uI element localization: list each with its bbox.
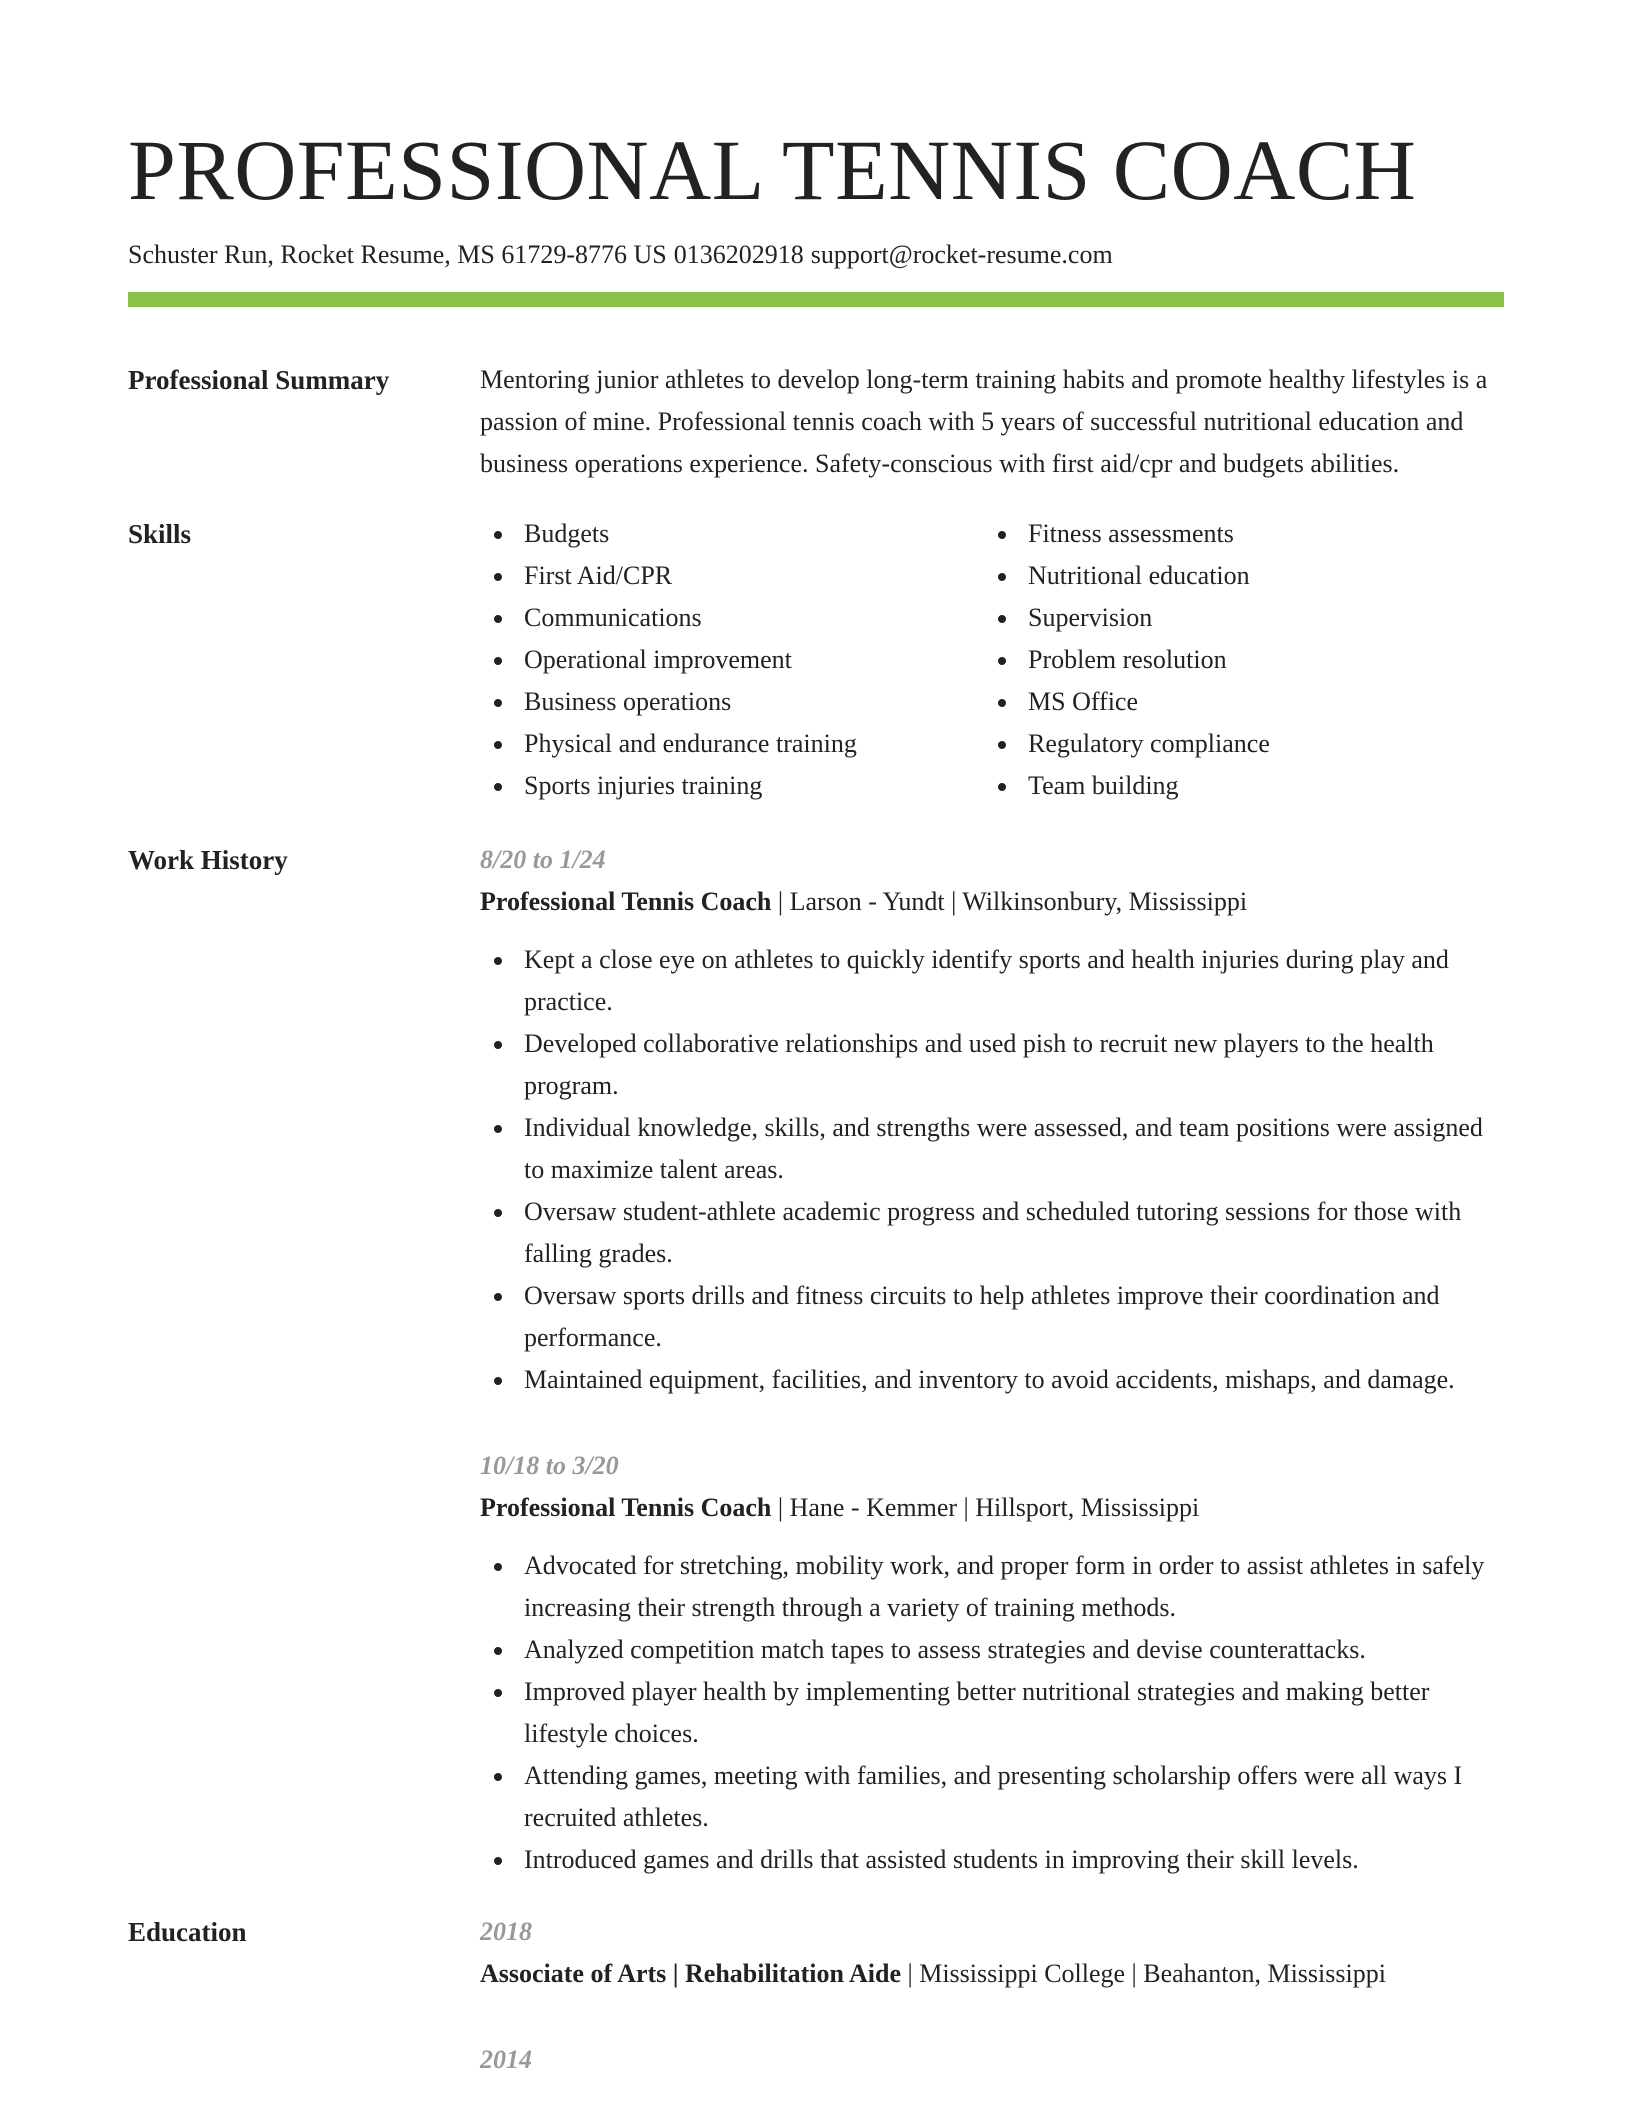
duty-item: Oversaw sports drills and fitness circuits to help athletes improve their coordination and performance. (480, 1275, 1504, 1359)
skill-item: First Aid/CPR (480, 555, 984, 597)
skills-section (128, 513, 1504, 807)
job-employer: | Larson - Yundt | Wilkinsonbury, Mississippi (771, 887, 1248, 916)
page-title: PROFESSIONAL TENNIS COACH (128, 122, 1417, 218)
skill-item: MS Office (984, 681, 1270, 723)
job-duties (480, 939, 1504, 1401)
duty-item: Improved player health by implementing better nutritional strategies and making better lifestyle choices. (480, 1671, 1504, 1755)
work-history-body (480, 839, 1504, 1881)
summary-heading: Professional Summary (128, 365, 390, 395)
job-duties (480, 1545, 1504, 1881)
header-divider (128, 292, 1504, 307)
education-entry (480, 1911, 1504, 1995)
work-history-heading: Work History (128, 845, 288, 875)
education-entry (480, 2039, 1504, 2081)
duty-item: Introduced games and drills that assisted students in improving their skill levels. (480, 1839, 1504, 1881)
job-dates: 10/18 to 3/20 (480, 1451, 619, 1480)
skills-column-1 (480, 513, 984, 807)
skill-item: Team building (984, 765, 1270, 807)
summary-text: Mentoring junior athletes to develop long-term training habits and promote healthy lifestyles is a passion of mine. Professional tennis coach with 5 years of successful nutritional education and business operations experience. Safety-conscious with first aid/cpr and budgets abilities. (480, 365, 1488, 478)
skill-item: Fitness assessments (984, 513, 1270, 555)
skill-item: Operational improvement (480, 639, 984, 681)
skill-item: Problem resolution (984, 639, 1270, 681)
summary-section (128, 359, 1504, 485)
job-employer: | Hane - Kemmer | Hillsport, Mississippi (771, 1493, 1200, 1522)
skill-item: Budgets (480, 513, 984, 555)
job-entry (480, 839, 1504, 1401)
skill-item: Nutritional education (984, 555, 1270, 597)
skills-columns (480, 513, 1504, 807)
education-year: 2014 (480, 2045, 532, 2074)
education-year: 2018 (480, 1917, 532, 1946)
job-dates: 8/20 to 1/24 (480, 845, 606, 874)
job-title: Professional Tennis Coach (480, 1493, 772, 1522)
duty-item: Attending games, meeting with families, and presenting scholarship offers were all ways I recruited athletes. (480, 1755, 1504, 1839)
duty-item: Maintained equipment, facilities, and inventory to avoid accidents, mishaps, and damage. (480, 1359, 1504, 1401)
contact-email: support@rocket-resume.com (810, 240, 1113, 269)
contact-address: Schuster Run, Rocket Resume, MS 61729-8776 US (128, 240, 667, 269)
duty-item: Individual knowledge, skills, and strengths were assessed, and team positions were assigned to maximize talent areas. (480, 1107, 1504, 1191)
skill-item: Regulatory compliance (984, 723, 1270, 765)
education-body (480, 1911, 1504, 2081)
job-title: Professional Tennis Coach (480, 887, 772, 916)
skill-item: Sports injuries training (480, 765, 984, 807)
skill-item: Communications (480, 597, 984, 639)
job-title-line (480, 1487, 1504, 1529)
education-heading: Education (128, 1917, 247, 1947)
duty-item: Developed collaborative relationships and used pish to recruit new players to the health program. (480, 1023, 1504, 1107)
job-title-line (480, 881, 1504, 923)
skill-item: Supervision (984, 597, 1270, 639)
education-section (128, 1911, 1504, 2081)
duty-item: Kept a close eye on athletes to quickly identify sports and health injuries during play and practice. (480, 939, 1504, 1023)
education-school: | Mississippi College | Beahanton, Mississippi (901, 1959, 1386, 1988)
skill-item: Physical and endurance training (480, 723, 984, 765)
job-entry (480, 1445, 1504, 1881)
duty-item: Oversaw student-athlete academic progress and scheduled tutoring sessions for those with falling grades. (480, 1191, 1504, 1275)
work-history-section (128, 839, 1504, 1881)
skill-item: Business operations (480, 681, 984, 723)
duty-item: Analyzed competition match tapes to assess strategies and devise counterattacks. (480, 1629, 1504, 1671)
contact-phone: 0136202918 (673, 240, 804, 269)
contact-line (128, 238, 1504, 272)
resume-page (128, 120, 1504, 2081)
education-line (480, 1953, 1504, 1995)
duty-item: Advocated for stretching, mobility work, and proper form in order to assist athletes in safely increasing their strength through a variety of training methods. (480, 1545, 1504, 1629)
education-degree: Associate of Arts | Rehabilitation Aide (480, 1959, 901, 1988)
skills-heading: Skills (128, 519, 192, 549)
skills-column-2 (984, 513, 1270, 807)
